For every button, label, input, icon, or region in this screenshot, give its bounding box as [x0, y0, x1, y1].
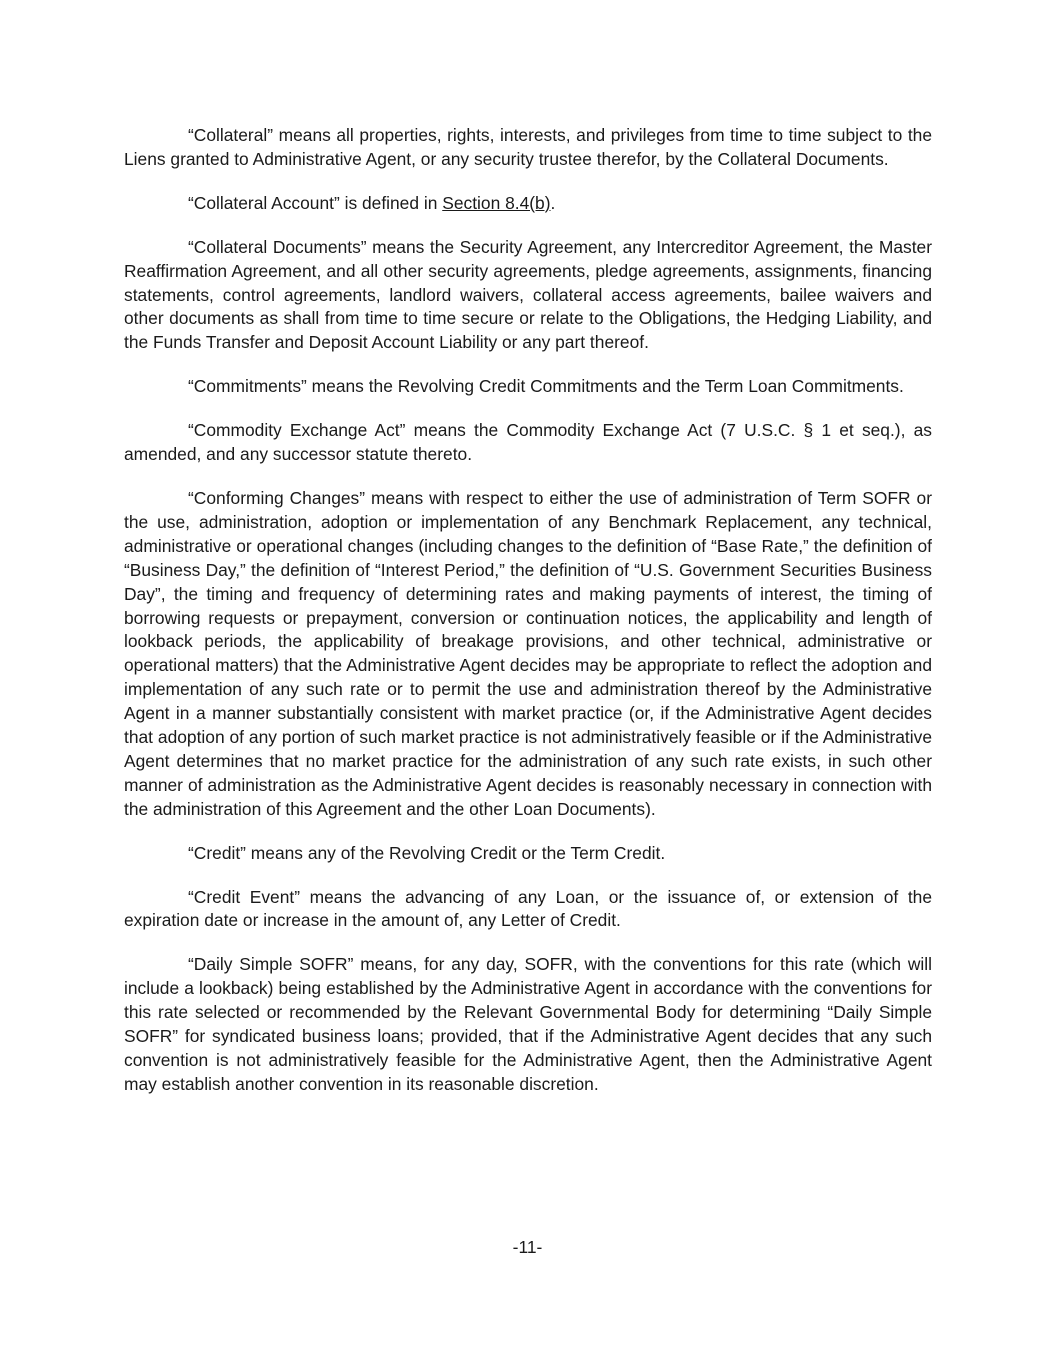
page-number: -11- [512, 1237, 543, 1257]
definition-commitments: “Commitments” means the Revolving Credit Commitments and the Term Loan Commitments. [188, 376, 904, 397]
definition-commodity-exchange-act: “Commodity Exchange Act” means the Commodity Exchange Act (7 U.S.C. § 1 et seq.), as amended, and any successor statute thereto. [124, 420, 932, 465]
definition-conforming-changes: “Conforming Changes” means with respect to either the use of administration of Term SOFR or the use, administration, adoption or implementation of any Benchmark Replacement, any technical, administrative or operational changes (including changes to the definition of “Base Rate,” the definition of “Business Day,” the definition of “Interest Period,” the definition of “U.S. Government Securities Business Day”, the timing and frequency of determining rates and making payments of interest, the timing of borrowing requests or prepayment, conversion or continuation notices, the applicability and length of lookback periods, the applicability of breakage provisions, and other technical, administrative or operational matters) that the Administrative Agent decides may be appropriate to reflect the adoption and implementation of any such rate or to permit the use and administration thereof by the Administrative Agent in a manner substantially consistent with market practice (or, if the Administrative Agent decides that adoption of any portion of such market practice is not administratively feasible or if the Administrative Agent determines that no market practice for the administration of any such rate exists, in such other manner of administration as the Administrative Agent decides is reasonably necessary in connection with the administration of this Agreement and the other Loan Documents). [124, 487, 932, 819]
definition-daily-simple-sofr: “Daily Simple SOFR” means, for any day, SOFR, with the conventions for this rate (which will include a lookback) being established by the Administrative Agent in accordance with the conventions for this rate selected or recommended by the Relevant Governmental Body for determining “Daily Simple SOFR” for syndicated business loans; provided, that if the Administrative Agent decides that any such convention is not administratively feasible for the Administrative Agent, then the Administrative Agent may establish another convention in its reasonable discretion. [124, 954, 932, 1094]
definition-credit: “Credit” means any of the Revolving Credit or the Term Credit. [188, 842, 666, 863]
definition-collateral-documents: “Collateral Documents” means the Security Agreement, any Intercreditor Agreement, the Master Reaffirmation Agreement, and all other security agreements, pledge agreements, assignments, financing statements, control agreements, landlord waivers, collateral access agreements, bailee waivers and other documents as shall from time to time secure or relate to the Obligations, the Hedging Liability, and the Funds Transfer and Deposit Account Liability or any part thereof. [124, 236, 932, 353]
definition-credit-event: “Credit Event” means the advancing of any Loan, or the issuance of, or extension of the expiration date or increase in the amount of, any Letter of Credit. [124, 886, 932, 931]
definition-collateral-account [124, 192, 932, 216]
definition-collateral: “Collateral” means all properties, rights, interests, and privileges from time to time subject to the Liens granted to Administrative Agent, or any security trustee therefor, by the Collateral Documents. [124, 125, 932, 169]
definition-collateral-account-end: . [550, 192, 556, 213]
document-page [124, 124, 932, 1117]
definition-collateral-account-text: “Collateral Account” is defined in [188, 192, 443, 213]
section-reference-link[interactable]: Section 8.4(b) [442, 192, 551, 213]
